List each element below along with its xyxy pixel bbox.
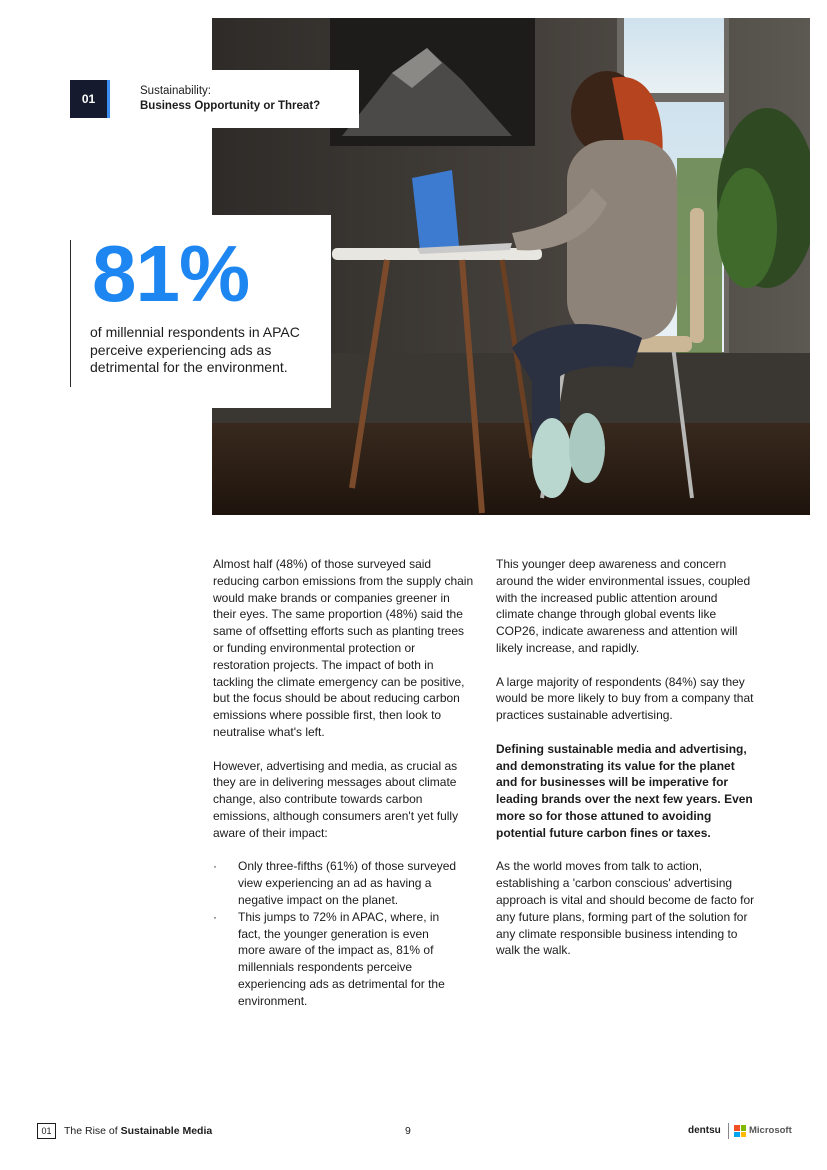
list-item: · Only three-fifths (61%) of those surveyed view experiencing an ad as having a negative impact on the planet. xyxy=(213,858,458,908)
chapter-number-badge: 01 xyxy=(70,80,110,118)
page-footer xyxy=(0,1120,827,1144)
right-column xyxy=(496,556,758,976)
stat-divider xyxy=(70,240,71,387)
logo-divider xyxy=(728,1123,729,1139)
paragraph: A large majority of respondents (84%) say they would be more likely to buy from a company that practices sustainable advertising. xyxy=(496,674,754,723)
footer-title-bold: Sustainable Media xyxy=(120,1125,213,1137)
microsoft-wordmark: Microsoft xyxy=(749,1125,792,1136)
chapter-tag xyxy=(55,70,359,128)
stat-callout xyxy=(55,215,331,408)
list-item: · This jumps to 72% in APAC, where, in fact, the younger generation is even more aware of the impact as, 81% of millennials respondents perceive experiencing ads as detrimental for the environment. xyxy=(213,909,458,1010)
page-number: 9 xyxy=(405,1125,411,1137)
footer-title-prefix: The Rise of xyxy=(64,1125,121,1137)
microsoft-logo-icon xyxy=(734,1125,746,1137)
chapter-title: Business Opportunity or Threat? xyxy=(140,100,321,112)
dentsu-logo: dentsu xyxy=(688,1125,721,1136)
chapter-pretitle: Sustainability: xyxy=(140,85,211,97)
bold-paragraph: Defining sustainable media and advertising, and demonstrating its value for the planet and for businesses will be imperative for leading brands over the next few years. Even more so for those attuned to avoiding potential future carbon fines or taxes. xyxy=(496,741,753,840)
paragraph: However, advertising and media, as crucial as they are in delivering messages about climate change, also contribute towards carbon emissions, although consumers aren't yet fully aware of their impact: xyxy=(213,758,459,840)
footer-title xyxy=(64,1125,212,1137)
stat-description: of millennial respondents in APAC perceive experiencing ads as detrimental for the environment. xyxy=(90,324,300,375)
paragraph: This younger deep awareness and concern around the wider environmental issues, coupled with the increased public attention around climate change through global events like COP26, indicate awareness and attention will likely increase, and rapidly. xyxy=(496,557,751,655)
footer-chapter-number: 01 xyxy=(37,1123,56,1139)
paragraph: Almost half (48%) of those surveyed said reducing carbon emissions from the supply chain would make brands or companies greener in their eyes. The same proportion (48%) said the same of offsetting efforts such as planting trees or funding environmental protection or restoration projects. The impact of both in tackling the climate emergency can be positive, but the focus should be about reducing carbon emissions where possible first, then look to neutralise what's left. xyxy=(213,557,474,739)
paragraph: As the world moves from talk to action, establishing a 'carbon conscious' advertising approach is vital and should become de facto for any future plans, forming part of the solution for any climate responsible business intending to walk the walk. xyxy=(496,859,755,958)
left-column xyxy=(213,556,475,1010)
bullet-list xyxy=(213,858,475,1009)
stat-value: 81% xyxy=(92,229,250,318)
